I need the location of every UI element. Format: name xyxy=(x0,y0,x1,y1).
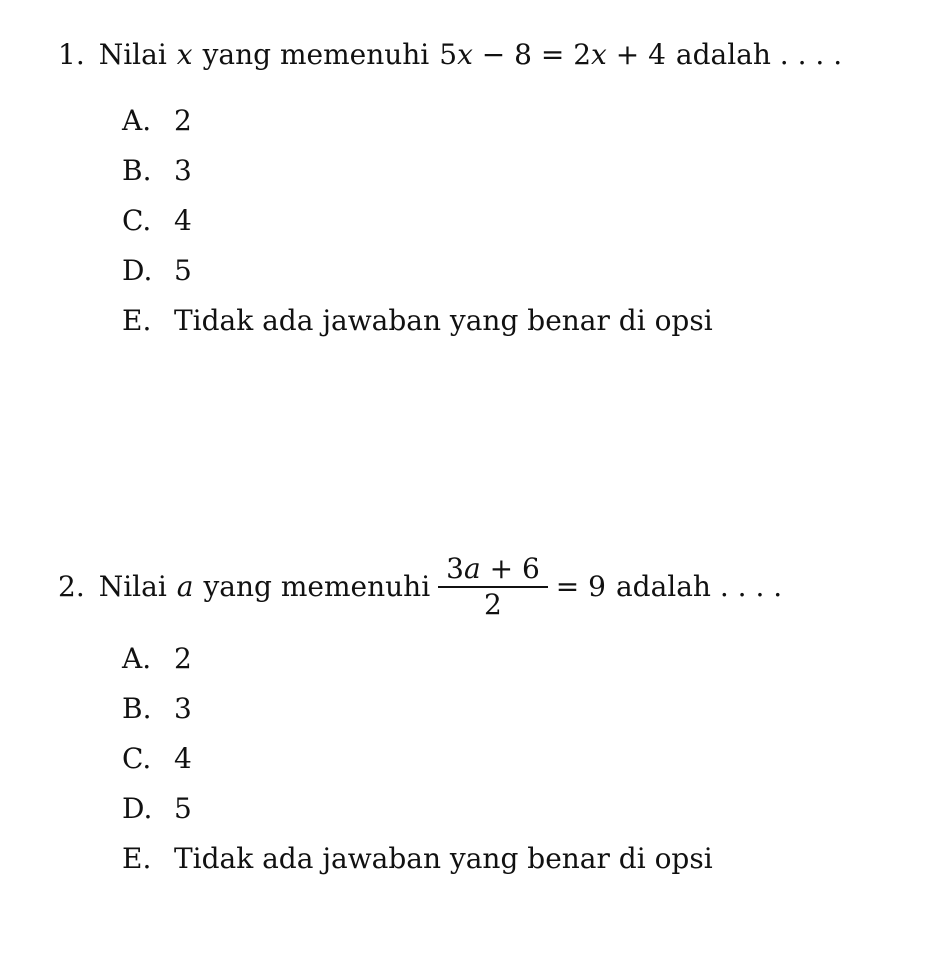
option-letter: C. xyxy=(122,742,152,775)
option-text: Tidak ada jawaban yang benar di opsi xyxy=(174,842,713,875)
option-letter: E. xyxy=(122,304,152,337)
question-trail: adalah . . . . xyxy=(675,38,843,71)
equation-part: − 8 = 2 xyxy=(472,38,592,71)
option-d[interactable] xyxy=(122,784,713,834)
option-e[interactable] xyxy=(122,296,713,346)
fraction xyxy=(438,552,548,622)
question-2 xyxy=(58,552,782,622)
option-letter: A. xyxy=(122,642,152,675)
option-letter: A. xyxy=(122,104,152,137)
option-text: 5 xyxy=(174,254,192,287)
question-1-stem xyxy=(58,38,842,72)
option-letter: D. xyxy=(122,254,153,287)
option-b[interactable] xyxy=(122,146,713,196)
option-letter: D. xyxy=(122,792,153,825)
option-text: Tidak ada jawaban yang benar di opsi xyxy=(174,304,713,337)
option-e[interactable] xyxy=(122,834,713,884)
equation-variable: x xyxy=(591,38,607,71)
option-c[interactable] xyxy=(122,196,713,246)
question-2-stem xyxy=(58,552,782,622)
option-text: 3 xyxy=(174,692,192,725)
option-a[interactable] xyxy=(122,96,713,146)
option-text: 4 xyxy=(174,742,192,775)
question-trail: adalah . . . . xyxy=(615,570,783,603)
question-middle: yang memenuhi xyxy=(202,38,430,71)
equation-rhs: = 9 xyxy=(555,570,606,603)
question-number: 2. xyxy=(58,570,85,603)
fraction-numerator xyxy=(438,552,548,586)
option-letter: C. xyxy=(122,204,152,237)
question-number: 1. xyxy=(58,38,85,71)
fraction-denominator: 2 xyxy=(484,588,502,621)
question-1 xyxy=(58,38,842,72)
option-text: 2 xyxy=(174,104,192,137)
option-text: 5 xyxy=(174,792,192,825)
equation-variable: x xyxy=(457,38,473,71)
option-a[interactable] xyxy=(122,634,713,684)
option-letter: B. xyxy=(122,692,152,725)
question-lead: Nilai xyxy=(98,38,167,71)
option-d[interactable] xyxy=(122,246,713,296)
question-variable: x xyxy=(176,38,193,71)
option-b[interactable] xyxy=(122,684,713,734)
option-letter: E. xyxy=(122,842,152,875)
equation-part: 5 xyxy=(439,38,458,71)
equation-part: + 4 xyxy=(606,38,666,71)
question-middle: yang memenuhi xyxy=(203,570,431,603)
question-variable: a xyxy=(176,570,194,603)
option-text: 4 xyxy=(174,204,192,237)
question-2-options xyxy=(122,634,713,884)
numerator-variable: a xyxy=(463,552,481,585)
numerator-coefficient: 3 xyxy=(446,552,464,585)
numerator-rest: + 6 xyxy=(480,552,540,585)
question-1-options xyxy=(122,96,713,346)
equation xyxy=(439,38,666,72)
option-letter: B. xyxy=(122,154,152,187)
option-c[interactable] xyxy=(122,734,713,784)
option-text: 3 xyxy=(174,154,192,187)
question-lead: Nilai xyxy=(98,570,167,603)
option-text: 2 xyxy=(174,642,192,675)
